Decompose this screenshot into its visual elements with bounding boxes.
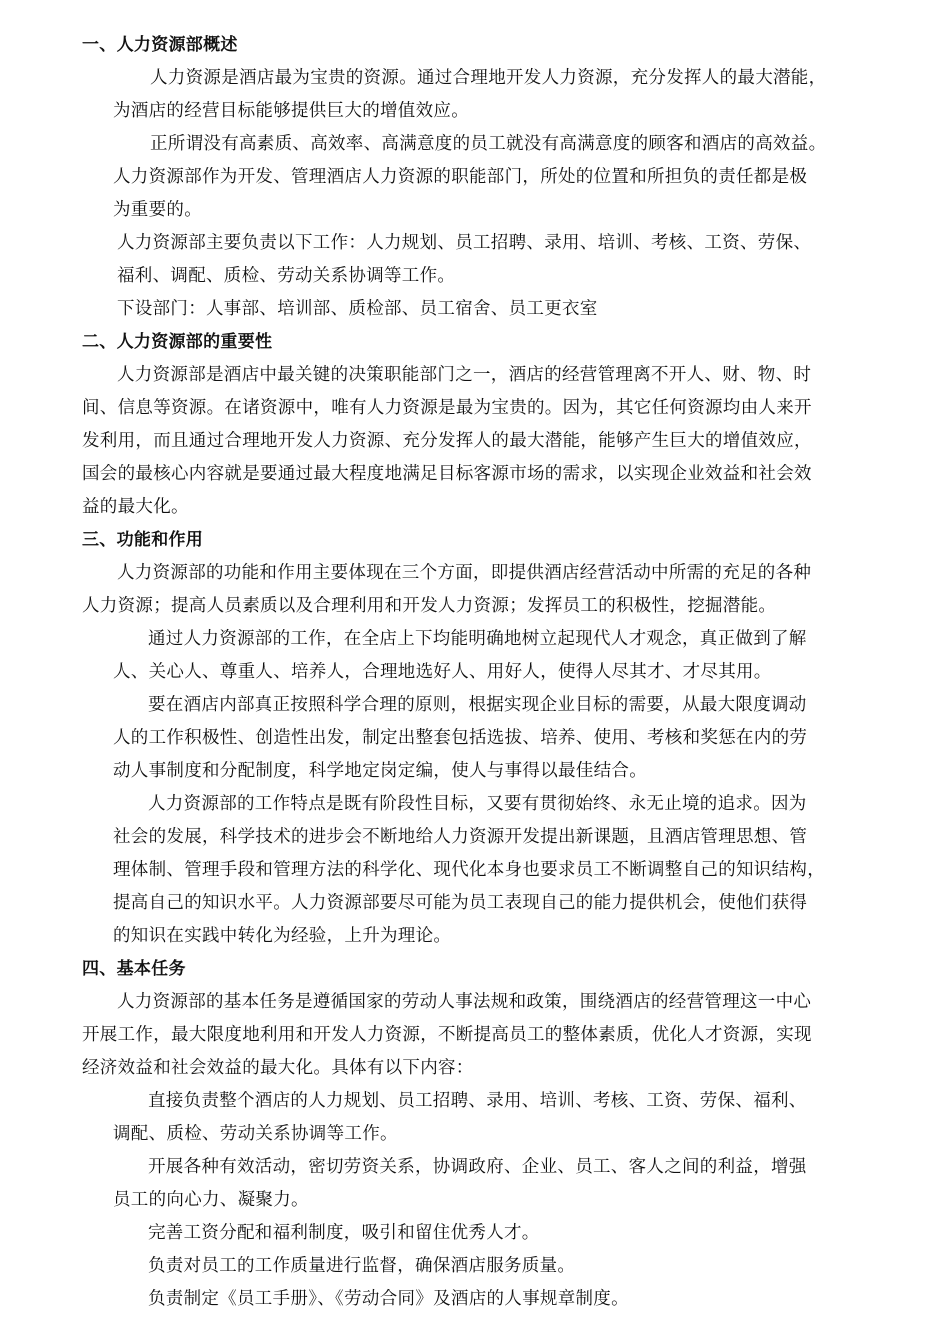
paragraph-line: 理体制、管理手段和管理方法的科学化、现代化本身也要求员工不断调整自己的知识结构， [113,860,825,880]
section-heading-importance: 二、人力资源部的重要性 [82,332,273,352]
paragraph-line: 国会的最核心内容就是要通过最大程度地满足目标客源市场的需求，以实现企业效益和社会效 [82,464,812,484]
paragraph-line: 益的最大化。 [82,497,189,517]
paragraph-line: 员工的向心力、凝聚力。 [113,1190,309,1210]
paragraph-line: 动人事制度和分配制度，科学地定岗定编，使人与事得以最佳结合。 [113,761,647,781]
paragraph-line: 人力资源部的功能和作用主要体现在三个方面，即提供酒店经营活动中所需的充足的各种 [117,563,812,583]
paragraph-line: 社会的发展，科学技术的进步会不断地给人力资源开发提出新课题，且酒店管理思想、管 [113,827,808,847]
paragraph-line: 通过人力资源部的工作，在全店上下均能明确地树立起现代人才观念，真正做到了解 [148,629,807,649]
paragraph-line: 下设部门：人事部、培训部、质检部、员工宿舍、员工更衣室 [117,299,598,319]
paragraph-line: 人的工作积极性、创造性出发，制定出整套包括选拔、培养、使用、考核和奖惩在内的劳 [113,728,808,748]
paragraph-line: 开展各种有效活动，密切劳资关系，协调政府、企业、员工、客人之间的利益，增强 [148,1157,807,1177]
paragraph-line: 正所谓没有高素质、高效率、高满意度的员工就没有高满意度的顾客和酒店的高效益。 [150,134,827,154]
paragraph-line: 人力资源部作为开发、管理酒店人力资源的职能部门，所处的位置和所担负的责任都是极 [113,167,808,187]
paragraph-line: 间、信息等资源。在诸资源中，唯有人力资源是最为宝贵的。因为，其它任何资源均由人来开 [82,398,812,418]
paragraph-line: 调配、质检、劳动关系协调等工作。 [113,1124,398,1144]
paragraph-line: 人力资源部主要负责以下工作：人力规划、员工招聘、录用、培训、考核、工资、劳保、 [117,233,812,253]
paragraph-line: 的知识在实践中转化为经验，上升为理论。 [113,926,452,946]
section-heading-basic-tasks: 四、基本任务 [82,959,186,979]
paragraph-line: 经济效益和社会效益的最大化。具体有以下内容： [82,1058,474,1078]
paragraph-line: 人力资源是酒店最为宝贵的资源。通过合理地开发人力资源，充分发挥人的最大潜能， [150,68,827,88]
paragraph-line: 人力资源部的基本任务是遵循国家的劳动人事法规和政策，围绕酒店的经营管理这一中心 [117,992,812,1012]
paragraph-line: 发利用，而且通过合理地开发人力资源、充分发挥人的最大潜能，能够产生巨大的增值效应， [82,431,812,451]
paragraph-line: 完善工资分配和福利制度，吸引和留住优秀人才。 [148,1223,540,1243]
paragraph-line: 开展工作，最大限度地利用和开发人力资源，不断提高员工的整体素质，优化人才资源，实现 [82,1025,812,1045]
paragraph-line: 为酒店的经营目标能够提供巨大的增值效应。 [113,101,469,121]
paragraph-line: 人力资源部的工作特点是既有阶段性目标，又要有贯彻始终、永无止境的追求。因为 [148,794,807,814]
section-heading-overview: 一、人力资源部概述 [82,35,238,55]
paragraph-line: 提高自己的知识水平。人力资源部要尽可能为员工表现自己的能力提供机会，使他们获得 [113,893,808,913]
paragraph-line: 人力资源部是酒店中最关键的决策职能部门之一，酒店的经营管理离不开人、财、物、时 [117,365,812,385]
paragraph-line: 负责制定《员工手册》、《劳动合同》及酒店的人事规章制度。 [148,1289,629,1309]
paragraph-line: 要在酒店内部真正按照科学合理的原则，根据实现企业目标的需要，从最大限度调动 [148,695,807,715]
section-heading-functions: 三、功能和作用 [82,530,204,550]
paragraph-line: 人力资源；提高人员素质以及合理利用和开发人力资源；发挥员工的积极性，挖掘潜能。 [82,596,777,616]
paragraph-line: 福利、调配、质检、劳动关系协调等工作。 [117,266,456,286]
paragraph-line: 人、关心人、尊重人、培养人，合理地选好人、用好人，使得人尽其才、才尽其用。 [113,662,772,682]
paragraph-line: 直接负责整个酒店的人力规划、员工招聘、录用、培训、考核、工资、劳保、福利、 [148,1091,807,1111]
paragraph-line: 负责对员工的工作质量进行监督，确保酒店服务质量。 [148,1256,576,1276]
paragraph-line: 为重要的。 [113,200,202,220]
